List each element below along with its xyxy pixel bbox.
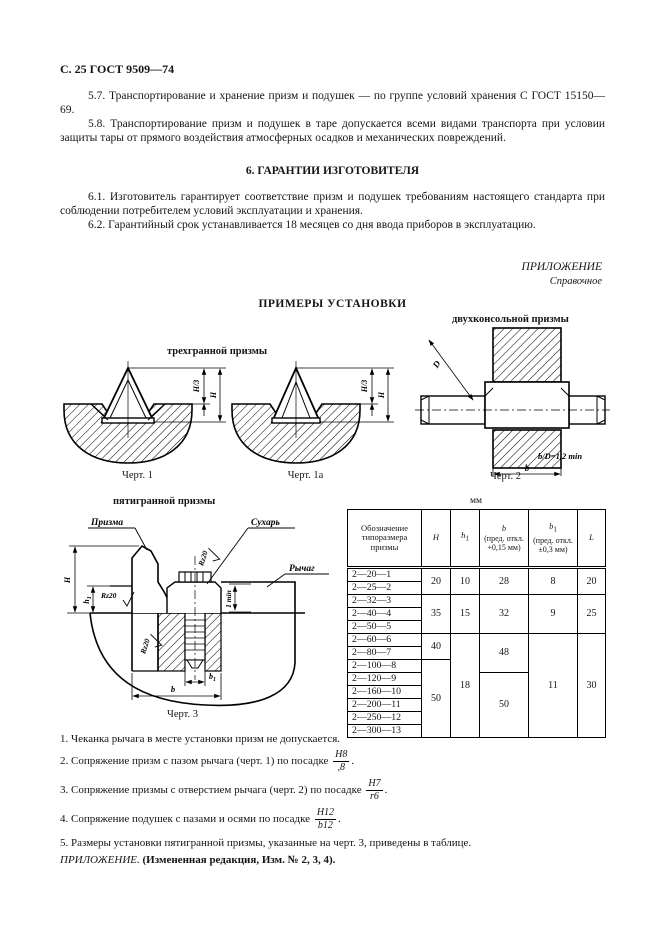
fig3-label-prism: Призма bbox=[91, 518, 124, 528]
amendment-text: (Измененная редакция, Изм. № 2, 3, 4). bbox=[142, 854, 336, 866]
fig3-roughness-2: Rz20 bbox=[138, 637, 152, 655]
fig2-caption: Черт. 2 bbox=[490, 471, 521, 482]
notes-block bbox=[60, 733, 608, 871]
col-header-H: Н bbox=[422, 510, 451, 568]
fig3-dim-b-label: b bbox=[170, 684, 176, 694]
fit-fraction: $\frac{Н7}{r6}$ bbox=[368, 778, 381, 802]
table-row: 2—120—9 50 bbox=[348, 673, 606, 686]
table-row: 2—250—12 bbox=[348, 712, 606, 725]
fig3-label-lever: Рычаг bbox=[289, 564, 315, 574]
table-row: 2—200—11 bbox=[348, 699, 606, 712]
fig3-caption: Черт. 3 bbox=[167, 709, 198, 720]
col-header-b: b (пред. откл. +0,15 мм) bbox=[480, 510, 529, 568]
fig3-label-block: Сухарь bbox=[251, 518, 280, 528]
fig3-roughness-1: Rz20 bbox=[101, 591, 117, 600]
fig1-drawing bbox=[58, 358, 233, 470]
page-header: С. 25 ГОСТ 9509—74 bbox=[60, 62, 175, 76]
fit-fraction: $\frac{Н8}{,8}$ bbox=[335, 749, 348, 773]
fig1a-caption: Черт. 1а bbox=[287, 470, 324, 481]
fig3-roughness-3: Rz20 bbox=[196, 549, 210, 567]
fig3-title: пятигранной призмы bbox=[113, 496, 216, 507]
fig1-title: трехгранной призмы bbox=[167, 346, 268, 357]
table-row: 2—80—7 bbox=[348, 647, 606, 660]
note-2: 2. Сопряжение призм с пазом рычага (черт. 1) по посадке $\frac{Н8}{,8}$ . bbox=[60, 749, 355, 773]
fig2-title: двухконсольной призмы bbox=[452, 314, 569, 325]
fig3-drawing bbox=[55, 508, 355, 708]
fig3-dim-gap-label: 1 min bbox=[224, 590, 233, 608]
col-header-h1: $h_1$ bbox=[451, 510, 480, 568]
appendix-sublabel: Справочное bbox=[549, 276, 602, 287]
fig3-dim-h1-label: $h_1$ bbox=[82, 596, 93, 604]
table-row: 2—25—2 bbox=[348, 582, 606, 595]
fig2-drawing bbox=[413, 326, 613, 476]
section-6-heading: 6. ГАРАНТИИ ИЗГОТОВИТЕЛЯ bbox=[245, 165, 420, 177]
fig1a-drawing bbox=[226, 358, 401, 470]
fit-fraction: $\frac{Н12}{b12}$ bbox=[316, 807, 335, 831]
col-header-name: Обозначение типоразмера призмы bbox=[348, 510, 422, 568]
paragraph-6-2: 6.2. Гарантийный срок устанавливается 18 месяцев со дня ввода приборов в эксплуатацию. bbox=[88, 219, 536, 231]
table-row: 2—60—6 40 18 48 11 30 bbox=[348, 634, 606, 647]
note-1: 1. Чеканка рычага в месте установки призм не допускается. bbox=[60, 733, 341, 745]
fig3-dim-b1-label: $b_1$ bbox=[209, 672, 216, 683]
col-header-b1: $b_1$ (пред. откл. ±0,3 мм) bbox=[529, 510, 578, 568]
fig1-dim-h-label: Н bbox=[209, 391, 218, 399]
table-row: 2—300—13 bbox=[348, 725, 606, 738]
fig1-dim-h3-label: Н/3 bbox=[192, 379, 201, 393]
appendix-ref: ПРИЛОЖЕНИЕ. bbox=[60, 854, 140, 866]
table-unit-label: мм bbox=[469, 496, 483, 506]
note-5: 5. Размеры установки пятигранной призмы, указанные на черт. 3, приведены в таблице. bbox=[60, 837, 472, 849]
table-row: 2—32—3 35 15 32 9 25 bbox=[348, 595, 606, 608]
fig2-dim-b-label: b bbox=[524, 463, 530, 473]
fig1a-dim-h3-label: Н/3 bbox=[360, 379, 369, 393]
fig1-caption: Черт. 1 bbox=[122, 470, 153, 481]
note-3: 3. Сопряжение призмы с отверстием рычага (черт. 2) по посадке $\frac{Н7}{r6}$ . bbox=[60, 778, 388, 802]
table-row: 2—40—4 bbox=[348, 608, 606, 621]
col-header-L: L bbox=[578, 510, 606, 568]
fig1a-dim-h-label: Н bbox=[377, 391, 386, 399]
table-row: 2—100—8 50 bbox=[348, 660, 606, 673]
fig2-ratio-note: b/D=1,2 min bbox=[538, 451, 583, 461]
table-row: 2—160—10 bbox=[348, 686, 606, 699]
fig2-dim-d-label: D bbox=[430, 358, 443, 370]
appendix-label: ПРИЛОЖЕНИЕ bbox=[521, 261, 602, 273]
table-row: 2—50—5 bbox=[348, 621, 606, 634]
amendment-line bbox=[60, 854, 608, 867]
table-row: 2—20—1 20 10 28 8 20 bbox=[348, 568, 606, 582]
paragraph-5-8: 5.8. Транспортирование призм и подушек в таре допускается всеми видами транспорта при условии защиты тары от прямого воздействия атмосферных осадков и механических повреждений. bbox=[60, 118, 605, 144]
paragraph-5-7: 5.7. Транспортирование и хранение призм и подушек — по группе условий хранения С ГОСТ 15150—69. bbox=[60, 90, 605, 116]
note-4: 4. Сопряжение подушек с пазами и осями по посадке $\frac{Н12}{b12}$ . bbox=[60, 807, 341, 831]
examples-heading: ПРИМЕРЫ УСТАНОВКИ bbox=[258, 298, 407, 310]
dimensions-table bbox=[347, 509, 606, 738]
paragraph-6-1: 6.1. Изготовитель гарантирует соответствие призм и подушек требованиям настоящего стандарта при соблюдении потребителем условий эксплуатации и хранения. bbox=[60, 191, 605, 217]
fig2-shaft bbox=[415, 382, 610, 428]
fig3-dim-h-label: Н bbox=[63, 576, 72, 584]
